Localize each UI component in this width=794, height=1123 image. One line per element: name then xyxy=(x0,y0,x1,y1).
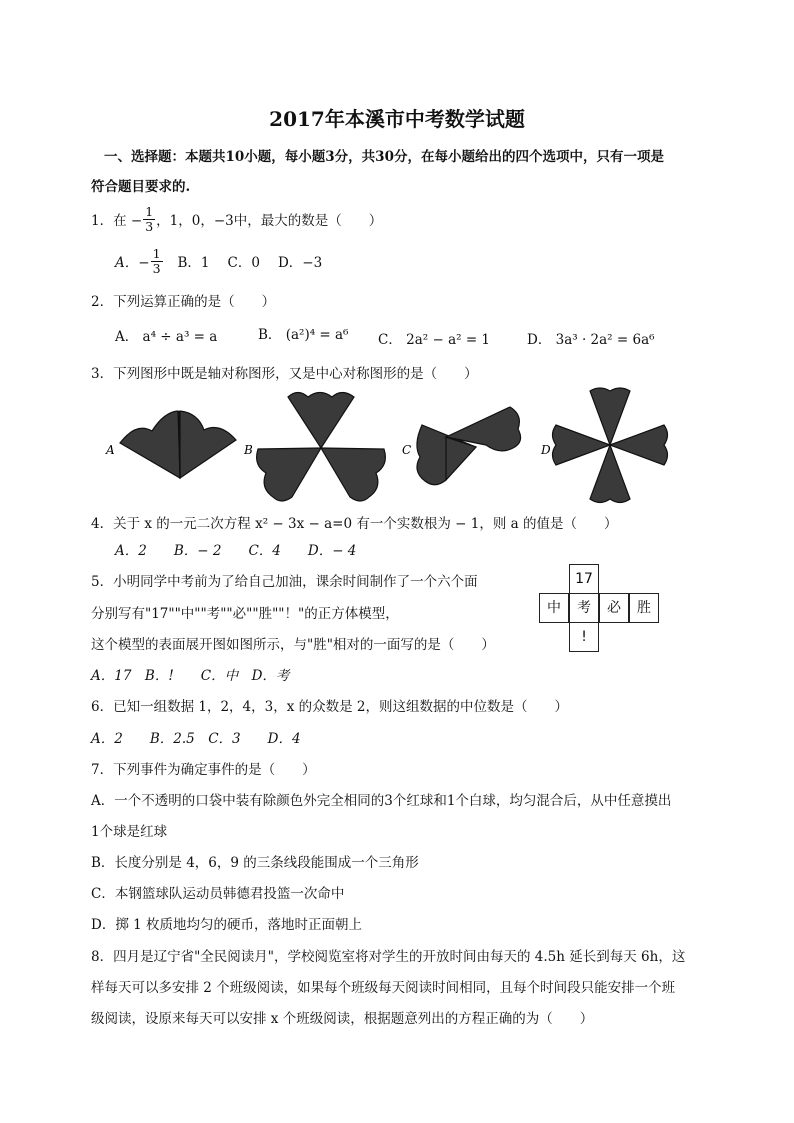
question-5-line2: 分别写有"17""中""考""必""胜""！"的正方体模型， xyxy=(91,606,399,622)
figure-d xyxy=(540,388,668,503)
q2-option-c: C． 2a² − a² = 1 xyxy=(378,332,491,348)
cube-net-face-bottom: ! xyxy=(569,622,599,652)
question-8-line3: 级阅读，设原来每天可以安排 x 个班级阅读，根据题意列出的方程正确的为（ ） xyxy=(91,1011,594,1027)
cube-net-face-4: 胜 xyxy=(629,593,659,623)
question-1-options xyxy=(115,246,322,276)
question-5-line1: 5．小明同学中考前为了给自己加油，课余时间制作了一个六个面 xyxy=(91,574,478,590)
q1-option-b: B．1 xyxy=(177,255,210,271)
question-2-stem: 2．下列运算正确的是（ ） xyxy=(91,294,276,310)
figure-c-label: C xyxy=(402,443,412,457)
question-7-stem: 7．下列事件为确定事件的是（ ） xyxy=(91,762,316,778)
q2-option-a: A． a⁴ ÷ a³ = a xyxy=(115,329,218,345)
q1-option-a: A．− xyxy=(115,255,150,271)
q3-figures xyxy=(100,385,700,510)
q2-option-b: B． (a²)⁴ = a⁶ xyxy=(258,327,349,343)
figure-d-top-petal xyxy=(590,388,630,445)
figure-a-right-petal xyxy=(180,411,236,478)
q7-option-c: C．本钢篮球队运动员韩德君投篮一次命中 xyxy=(91,886,345,902)
cube-net-face-3: 必 xyxy=(599,593,629,623)
question-4-options: A．2 B．− 2 C．4 D．− 4 xyxy=(115,543,357,559)
q1-frac-den: 3 xyxy=(145,218,154,234)
question-4-stem: 4．关于 x 的一元二次方程 x² − 3x − a=0 有一个实数根为 − 1，则 a 的值是（ ） xyxy=(91,516,618,532)
figure-c xyxy=(402,407,521,485)
q1-option-d: D．−3 xyxy=(277,255,323,271)
figure-d-left-petal xyxy=(553,425,611,465)
page-title: 2017年本溪市中考数学试题 xyxy=(269,107,525,131)
question-8-line1: 8．四月是辽宁省"全民阅读月"，学校阅览室将对学生的开放时间由每天的 4.5h 延长到每天 6h，这 xyxy=(91,949,686,965)
question-6-stem: 6．已知一组数据 1，2，4，3，x 的众数是 2，则这组数据的中位数是（ ） xyxy=(91,699,569,715)
cube-net-face-top: 17 xyxy=(569,564,599,594)
q1-fraction xyxy=(143,205,155,232)
question-5-line3: 这个模型的表面展开图如图所示，与"胜"相对的一面写的是（ ） xyxy=(91,637,495,653)
question-3-stem: 3．下列图形中既是轴对称图形，又是中心对称图形的是（ ） xyxy=(91,366,478,382)
q1-prefix: 1．在 − xyxy=(91,213,143,229)
q1-opt-a-num: 1 xyxy=(152,246,161,262)
q1-option-a-fraction xyxy=(151,247,163,274)
q7-option-a-line2: 1个球是红球 xyxy=(91,824,168,840)
section-instructions-line2: 符合题目要求的. xyxy=(91,179,191,195)
q7-option-d: D．掷 1 枚质地均匀的硬币，落地时正面朝上 xyxy=(91,917,362,933)
figure-a-left-petal xyxy=(120,411,180,478)
q2-option-d: D． 3a³ · 2a² = 6a⁶ xyxy=(527,332,655,348)
q7-option-b: B．长度分别是 4，6，9 的三条线段能围成一个三角形 xyxy=(91,855,419,871)
figure-d-right-petal xyxy=(610,425,668,465)
figure-b-label: B xyxy=(244,443,253,457)
section-instructions-line1: 一、选择题：本题共10小题，每小题3分，共30分，在每小题给出的四个选项中，只有一项是 xyxy=(104,149,664,165)
figure-d-bottom-petal xyxy=(590,445,630,503)
figure-b xyxy=(243,393,385,502)
figure-c-center xyxy=(446,437,476,480)
figure-d-label: D xyxy=(541,443,551,457)
q7-option-a-line1: A．一个不透明的口袋中装有除颜色外完全相同的3个红球和1个白球，均匀混合后，从中任意摸出 xyxy=(91,793,672,809)
figure-b-left-petal xyxy=(257,448,321,501)
figure-b-right-petal xyxy=(321,448,385,501)
question-1-stem xyxy=(91,204,382,234)
figure-b-top-petal xyxy=(288,393,354,449)
q1-rest: ，1，0，−3中，最大的数是（ ） xyxy=(156,213,383,229)
question-5-options: A．17 B．! C．中 D．考 xyxy=(91,668,290,684)
q1-option-c: C．0 xyxy=(227,255,260,271)
figure-a xyxy=(105,411,236,478)
question-6-options: A．2 B．2.5 C．3 D．4 xyxy=(91,731,301,747)
q1-opt-a-den: 3 xyxy=(152,260,161,276)
cube-net xyxy=(539,564,661,654)
q1-frac-num: 1 xyxy=(145,204,154,220)
figure-a-divider xyxy=(179,411,180,478)
figure-a-label: A xyxy=(106,443,115,457)
cube-net-face-1: 中 xyxy=(539,593,569,623)
cube-net-face-2: 考 xyxy=(569,593,599,623)
question-8-line2: 样每天可以多安排 2 个班级阅读，如果每个班级每天阅读时间相同，且每个时间段只能安排一个班 xyxy=(91,980,676,996)
